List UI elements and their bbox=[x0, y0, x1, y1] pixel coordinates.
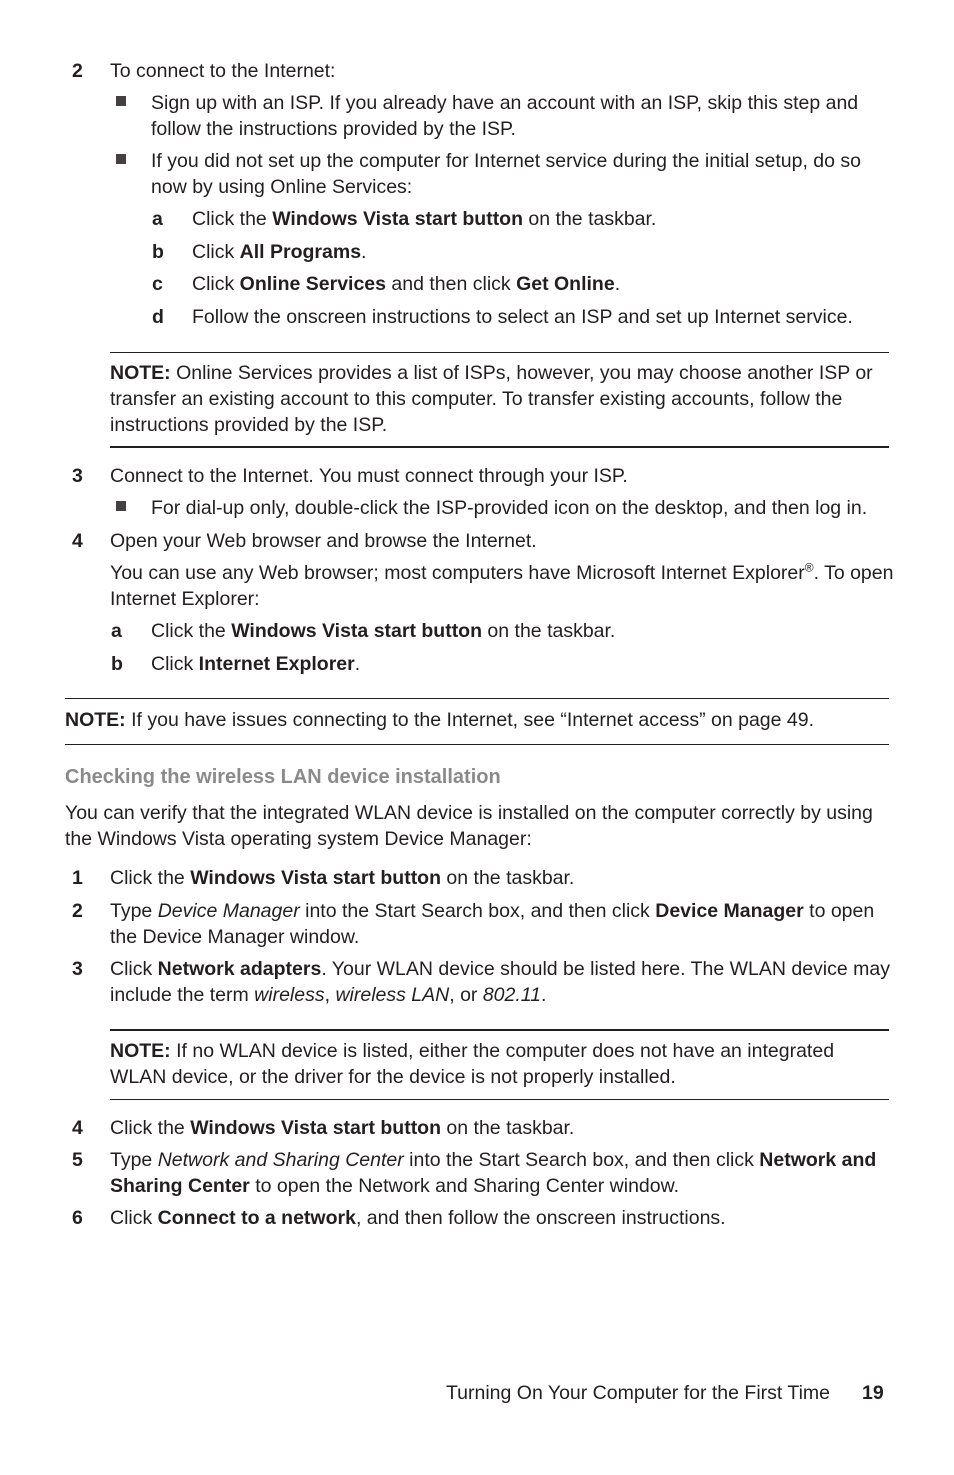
note-box: NOTE: If you have issues connecting to the Internet, see “Internet access” on page 49. bbox=[65, 709, 815, 731]
step-text: Click Connect to a network, and then follow the onscreen instructions. bbox=[110, 1207, 726, 1229]
step-number: 3 bbox=[72, 958, 83, 980]
substep-text: Click the Windows Vista start button on the taskbar. bbox=[151, 620, 616, 642]
note-rule bbox=[65, 744, 889, 745]
bullet-text: If you did not set up the computer for Internet service during the initial setup, do so now by using Online Services: bbox=[151, 150, 861, 198]
note-box: NOTE: Online Services provides a list of ISPs, however, you may choose another ISP or transfer an existing account to this computer. To transfer existing accounts, follow the instructions provided by the ISP. bbox=[110, 362, 873, 436]
note-rule bbox=[110, 1029, 889, 1031]
bullet-text: Sign up with an ISP. If you already have an account with an ISP, skip this step and follow the instructions provided by the ISP. bbox=[151, 92, 859, 140]
step-text: Connect to the Internet. You must connect through your ISP. bbox=[110, 465, 628, 487]
substep-label: b bbox=[152, 241, 164, 263]
substep-label: a bbox=[152, 208, 163, 230]
step-text: Click Network adapters. Your WLAN device should be listed here. The WLAN device may include the term wireless, wireless LAN, or 802.11. bbox=[110, 958, 890, 1006]
step-text: Type Network and Sharing Center into the Start Search box, and then click Network and Sharing Center to open the Network and Sharing Center window. bbox=[110, 1149, 877, 1197]
bullet-marker bbox=[116, 501, 126, 511]
step-number: 2 bbox=[72, 900, 83, 922]
paragraph: You can verify that the integrated WLAN device is installed on the computer correctly by using the Windows Vista operating system Device Manager: bbox=[65, 802, 873, 850]
footer-title: Turning On Your Computer for the First Time bbox=[445, 1382, 830, 1404]
substep-label: d bbox=[152, 306, 164, 328]
step-number: 3 bbox=[72, 465, 83, 487]
step-number: 4 bbox=[72, 1117, 83, 1139]
substep-label: c bbox=[152, 273, 163, 295]
step-number: 5 bbox=[72, 1149, 83, 1171]
note-rule bbox=[110, 1099, 889, 1100]
substep-label: a bbox=[111, 620, 122, 642]
substep-label: b bbox=[111, 653, 123, 675]
step-text: Click the Windows Vista start button on the taskbar. bbox=[110, 1117, 575, 1139]
substep-text: Click Internet Explorer. bbox=[151, 653, 361, 675]
bullet-text: For dial-up only, double-click the ISP-provided icon on the desktop, and then log in. bbox=[151, 497, 868, 519]
page-number: 19 bbox=[862, 1382, 884, 1404]
paragraph: You can use any Web browser; most computers have Microsoft Internet Explorer®. To open Internet Explorer: bbox=[110, 560, 894, 610]
note-rule bbox=[110, 352, 889, 353]
substep-text: Click Online Services and then click Get Online. bbox=[192, 273, 621, 295]
substep-text: Follow the onscreen instructions to select an ISP and set up Internet service. bbox=[192, 306, 853, 328]
step-text: To connect to the Internet: bbox=[110, 60, 336, 82]
step-number: 2 bbox=[72, 60, 83, 82]
bullet-marker bbox=[116, 96, 126, 106]
step-text: Click the Windows Vista start button on the taskbar. bbox=[110, 867, 575, 889]
step-number: 4 bbox=[72, 530, 83, 552]
substep-text: Click the Windows Vista start button on the taskbar. bbox=[192, 208, 657, 230]
note-box: NOTE: If no WLAN device is listed, either the computer does not have an integrated WLAN device, or the driver for the device is not properly installed. bbox=[110, 1040, 835, 1088]
step-number: 6 bbox=[72, 1207, 83, 1229]
substep-text: Click All Programs. bbox=[192, 241, 367, 263]
section-heading: Checking the wireless LAN device installation bbox=[65, 766, 501, 788]
note-rule bbox=[65, 698, 889, 699]
note-rule bbox=[110, 446, 889, 448]
step-number: 1 bbox=[72, 867, 83, 889]
bullet-marker bbox=[116, 154, 126, 164]
step-text: Open your Web browser and browse the Internet. bbox=[110, 530, 537, 552]
step-text: Type Device Manager into the Start Search box, and then click Device Manager to open the Device Manager window. bbox=[110, 900, 875, 948]
